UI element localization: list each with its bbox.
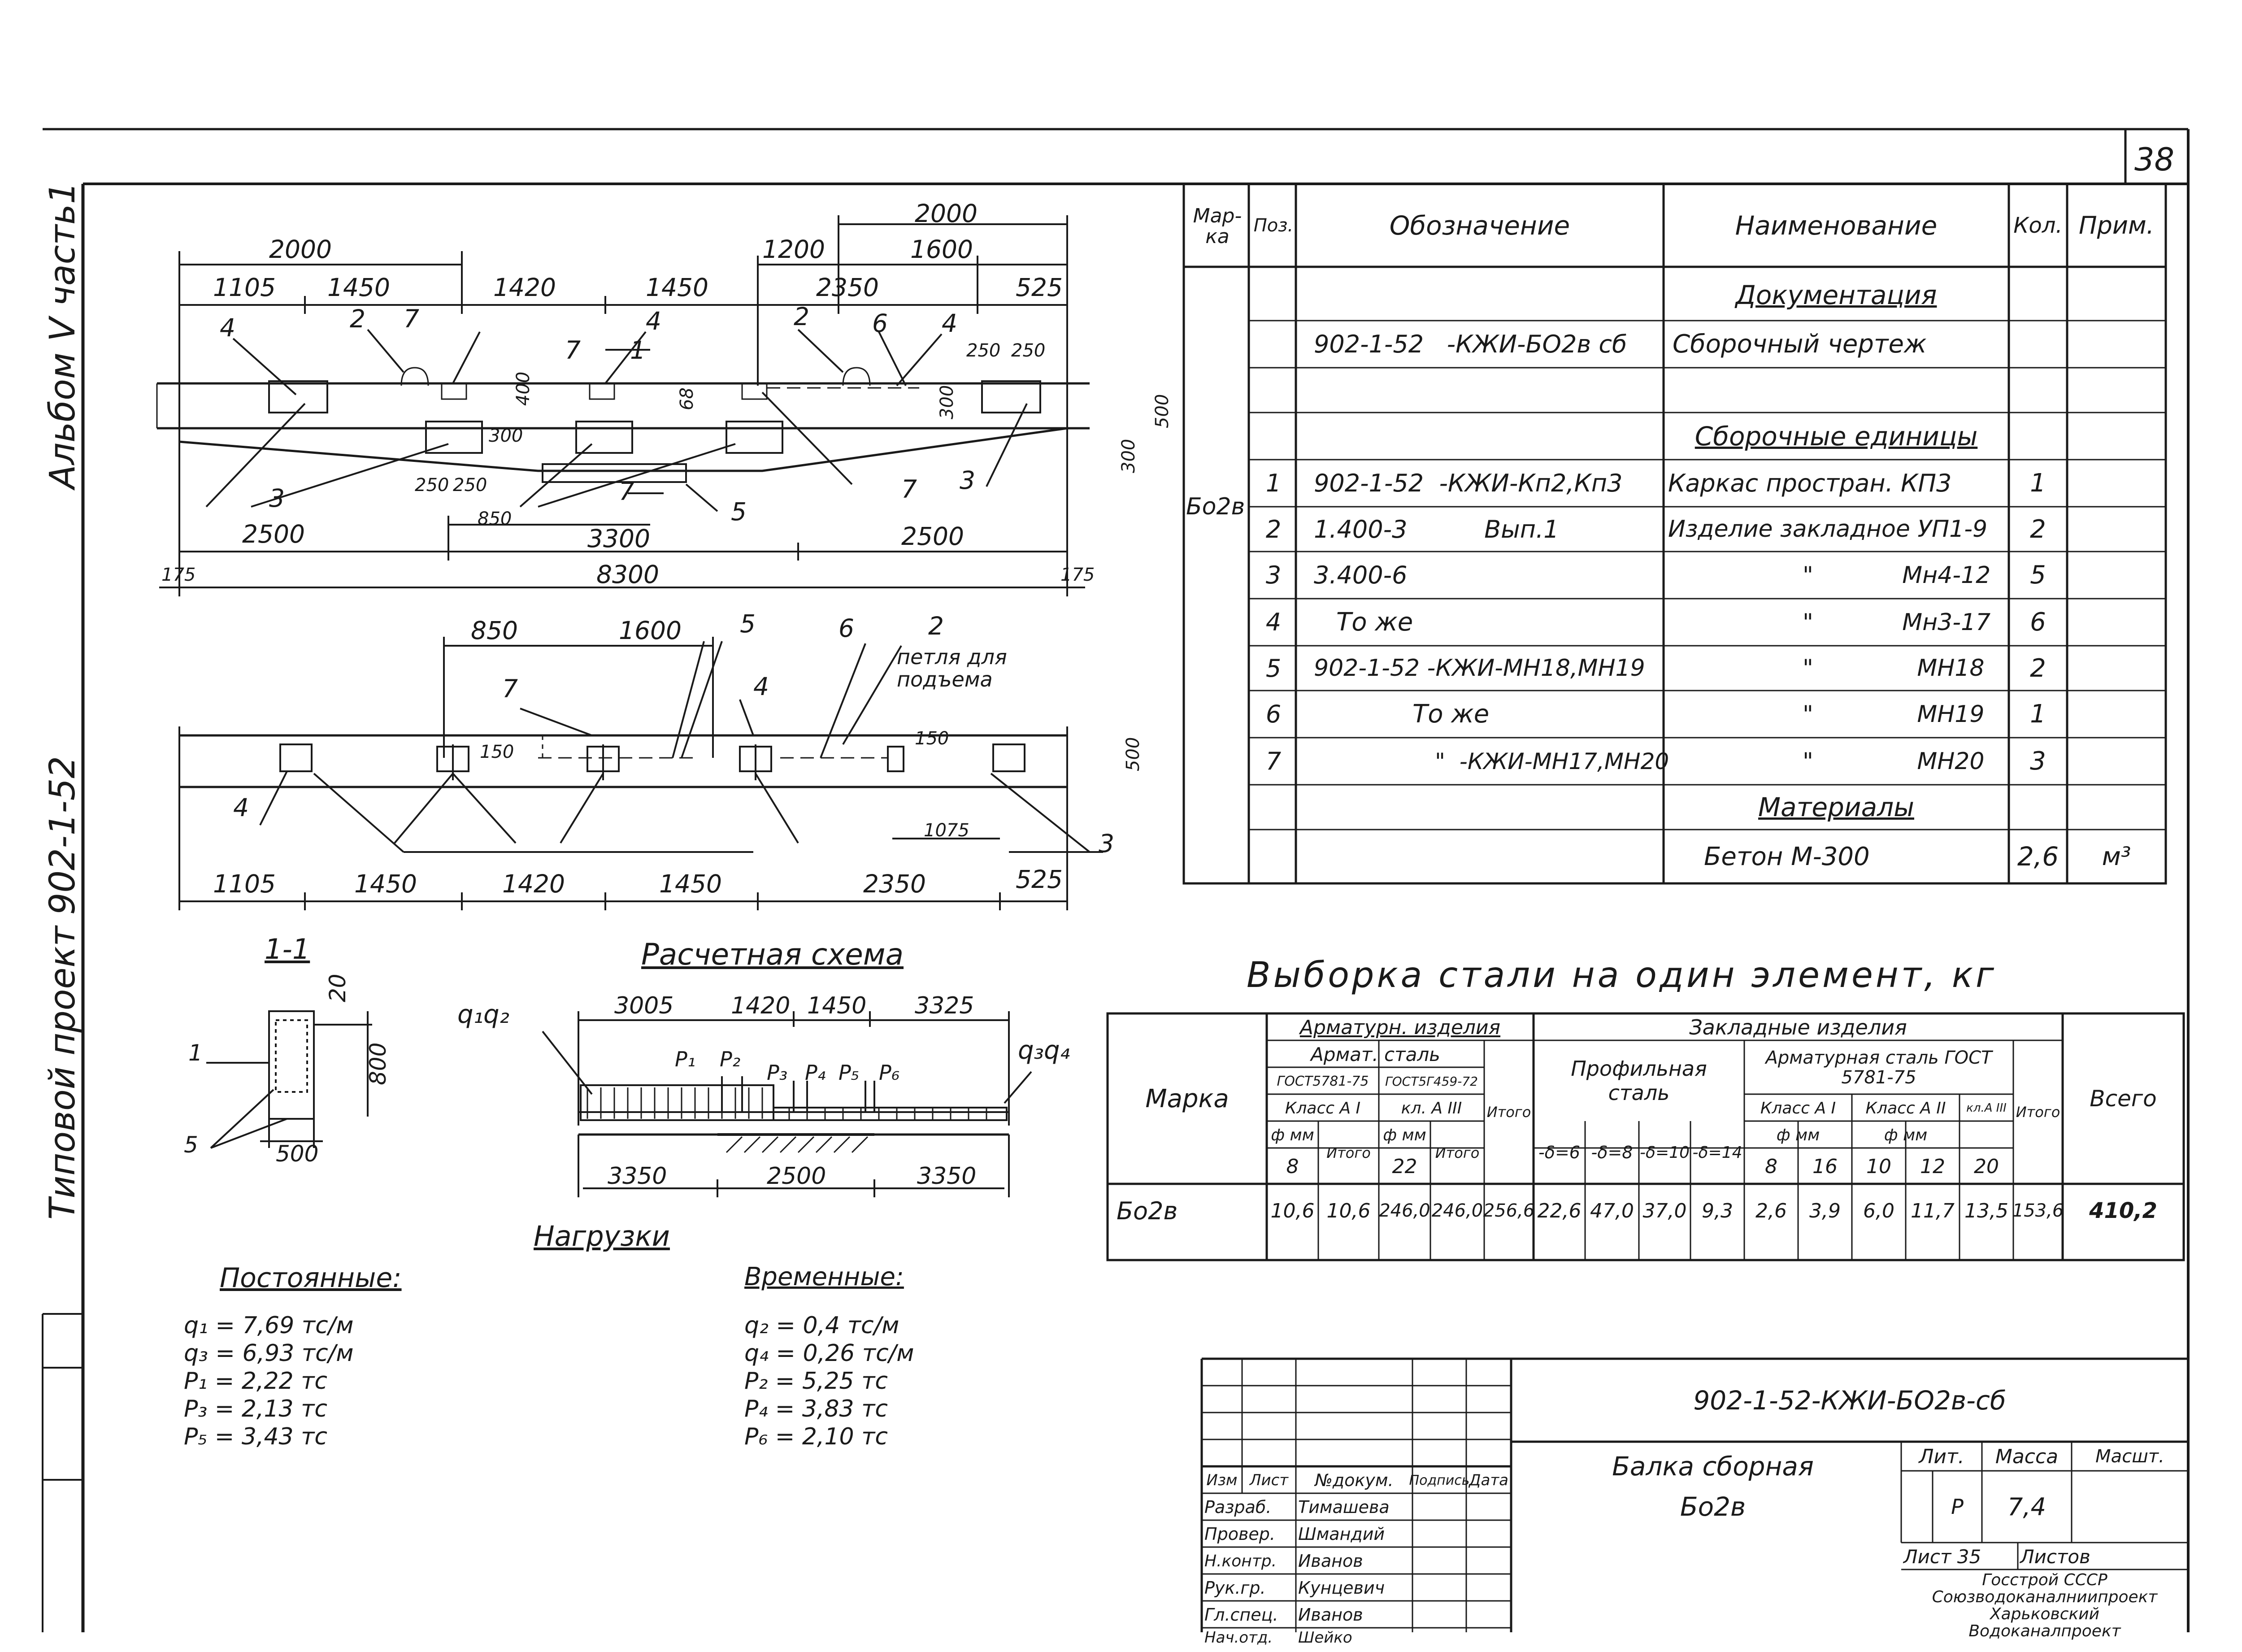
signer-role: Разраб. — [1204, 1497, 1272, 1517]
svg-text:175: 175 — [1060, 565, 1095, 585]
steel-diam: 12 — [1920, 1155, 1945, 1178]
svg-text:7: 7 — [565, 336, 581, 365]
svg-text:150: 150 — [915, 728, 949, 749]
signer-role: Гл.спец. — [1204, 1605, 1278, 1625]
svg-text:250: 250 — [1011, 340, 1046, 361]
svg-text:3350: 3350 — [917, 1163, 977, 1190]
steel-value: 246,0 — [1431, 1200, 1483, 1221]
steel-diam: -δ=14 — [1692, 1143, 1742, 1162]
point-load-p6: P₆ — [879, 1061, 900, 1085]
svg-text:1450: 1450 — [327, 273, 390, 302]
steel-header-rebar: Арматурная сталь ГОСТ 5781-75 — [1765, 1048, 1992, 1088]
point-load-p5: P₅ — [839, 1061, 860, 1085]
svg-text:3325: 3325 — [915, 992, 974, 1019]
svg-text:2: 2 — [928, 612, 944, 640]
col-header-doc: №докум. — [1315, 1470, 1394, 1490]
sheets-label: Листов — [2020, 1545, 2090, 1568]
organization-block — [1901, 1572, 2188, 1640]
svg-text:2: 2 — [794, 302, 809, 331]
svg-text:2350: 2350 — [816, 273, 879, 302]
svg-text:175: 175 — [161, 565, 196, 585]
svg-text:1450: 1450 — [807, 992, 867, 1019]
svg-text:4: 4 — [753, 672, 769, 701]
spec-row-qty: 3 — [2030, 747, 2046, 776]
steel-value-total: 410,2 — [2089, 1198, 2157, 1223]
svg-text:2000: 2000 — [915, 199, 978, 228]
svg-text:1420: 1420 — [502, 869, 565, 898]
spec-row-name: " МН19 — [1803, 700, 1985, 728]
svg-text:500: 500 — [276, 1141, 319, 1167]
steel-value: 47,0 — [1590, 1199, 1634, 1222]
svg-text:1: 1 — [188, 1040, 203, 1066]
org-line: Водоканалпроект — [1968, 1622, 2121, 1640]
spec-row-designation: 1.400-3 Вып.1 — [1314, 515, 1559, 543]
svg-text:1105: 1105 — [213, 273, 276, 302]
steel-table-title: Выборка стали на один элемент, кг — [1247, 955, 1997, 996]
svg-text:1450: 1450 — [646, 273, 708, 302]
load-p3: P₃ = 2,13 тс — [184, 1396, 328, 1422]
svg-text:2000: 2000 — [269, 235, 332, 264]
sheet-number: 38 — [2134, 141, 2175, 178]
steel-value: 9,3 — [1702, 1199, 1733, 1222]
load-p5: P₅ = 3,43 тс — [184, 1423, 328, 1450]
org-line: Харьковский — [1990, 1605, 2100, 1623]
svg-text:2500: 2500 — [901, 522, 964, 551]
mass-value: 7,4 — [2007, 1492, 2046, 1521]
svg-text:6: 6 — [872, 309, 888, 338]
svg-text:7: 7 — [404, 304, 419, 333]
spec-row-pos: 3 — [1265, 561, 1282, 589]
load-p4: P₄ = 3,83 тс — [744, 1396, 888, 1422]
svg-text:8300: 8300 — [596, 560, 659, 589]
steel-value: 22,6 — [1537, 1199, 1582, 1222]
svg-text:5: 5 — [184, 1132, 198, 1158]
svg-text:5: 5 — [731, 497, 747, 526]
lifting-loop-note: петля для подъема — [897, 645, 1007, 691]
spec-row-designation: То же — [1336, 608, 1413, 637]
steel-header-phi-2: ф мм — [1383, 1126, 1426, 1144]
svg-text:5: 5 — [740, 609, 756, 638]
svg-text:3: 3 — [1099, 829, 1114, 858]
svg-text:800: 800 — [365, 1042, 391, 1085]
steel-value: 3,9 — [1809, 1199, 1841, 1222]
point-load-p4: P₄ — [805, 1061, 826, 1085]
steel-header-class-aiii: кл.А III — [1966, 1101, 2007, 1115]
load-q1q2-label: q₁q₂ — [457, 1000, 509, 1029]
spec-row-designation: То же — [1412, 700, 1490, 729]
signer-name: Кунцевич — [1298, 1578, 1385, 1598]
load-q3q4-label: q₃q₄ — [1018, 1036, 1070, 1065]
spec-row-designation: 3.400-6 — [1314, 561, 1408, 589]
spec-row-pos: 2 — [1265, 515, 1282, 543]
steel-diam: 10 — [1866, 1155, 1891, 1178]
svg-text:68: 68 — [677, 387, 697, 410]
signer-name: Иванов — [1298, 1605, 1363, 1625]
org-line: Госстрой СССР — [1982, 1571, 2107, 1589]
org-line: Союзводоканалниипроект — [1932, 1588, 2158, 1606]
steel-diam: 22 — [1392, 1155, 1417, 1178]
steel-diam: 20 — [1974, 1155, 1999, 1178]
svg-text:1600: 1600 — [619, 616, 682, 645]
steel-diam: -δ=8 — [1591, 1143, 1633, 1162]
spec-row-qty: 1 — [2030, 469, 2046, 498]
svg-text:1600: 1600 — [910, 235, 973, 264]
spec-header-qty: Кол. — [2013, 213, 2063, 238]
svg-text:2350: 2350 — [863, 869, 926, 898]
svg-text:20: 20 — [325, 974, 351, 1002]
svg-text:1200: 1200 — [762, 235, 825, 264]
point-load-p2: P₂ — [720, 1047, 741, 1071]
spec-row-name: Изделие закладное УП1-9 — [1668, 516, 1988, 543]
load-q2: q₂ = 0,4 тс/м — [744, 1312, 899, 1339]
spec-row-designation: 902-1-52 -КЖИ-БО2в сб — [1314, 330, 1627, 358]
point-load-p1: P₁ — [675, 1047, 696, 1071]
svg-text:300: 300 — [489, 426, 523, 446]
steel-value: 6,0 — [1863, 1199, 1894, 1222]
steel-header-phi-4: ф мм — [1884, 1126, 1928, 1144]
svg-text:1450: 1450 — [659, 869, 722, 898]
spec-row-name: " Мн3-17 — [1803, 609, 1991, 636]
spec-row-name: Каркас простран. КП3 — [1668, 469, 1952, 497]
svg-text:150: 150 — [480, 742, 514, 762]
spec-row-qty: 1 — [2030, 700, 2046, 729]
spec-row-pos: 6 — [1265, 700, 1282, 728]
steel-header-class-aii: Класс А II — [1865, 1099, 1946, 1117]
svg-text:4: 4 — [220, 313, 235, 342]
spec-row-qty: 6 — [2030, 608, 2046, 637]
signer-role: Нач.отд. — [1204, 1629, 1273, 1647]
spec-row-pos: 4 — [1265, 608, 1282, 636]
spec-header-pos: Поз. — [1253, 215, 1294, 236]
steel-header-total-1: Итого — [1326, 1144, 1371, 1161]
col-header-list: Лист — [1249, 1471, 1289, 1489]
point-load-p3: P₃ — [767, 1061, 788, 1085]
col-header-izm: Изм — [1206, 1471, 1238, 1489]
svg-text:3: 3 — [960, 466, 975, 495]
steel-value: 153,6 — [2012, 1200, 2064, 1221]
load-q4: q₄ = 0,26 тс/м — [744, 1340, 914, 1367]
spec-row-pos: 5 — [1265, 654, 1282, 683]
spec-row-name: Сборочный чертеж — [1673, 330, 1927, 359]
steel-header-class-a3: кл. А III — [1401, 1099, 1462, 1117]
svg-text:400: 400 — [513, 371, 534, 406]
svg-text:1420: 1420 — [731, 992, 791, 1019]
steel-value: 2,6 — [1755, 1199, 1787, 1222]
svg-text:850: 850 — [471, 616, 518, 645]
steel-header-class-ai: Класс А I — [1760, 1099, 1836, 1117]
load-p6: P₆ = 2,10 тс — [744, 1423, 888, 1450]
steel-header-arm-steel: Армат. сталь — [1311, 1043, 1440, 1065]
steel-diam: 8 — [1286, 1155, 1299, 1178]
spec-header-designation: Обозначение — [1389, 210, 1570, 241]
steel-header-mark: Марка — [1145, 1084, 1229, 1113]
spec-row-name: Материалы — [1758, 792, 1914, 822]
col-header-date: Дата — [1469, 1471, 1509, 1489]
steel-value: 10,6 — [1326, 1199, 1371, 1222]
signer-name: Тимашева — [1298, 1497, 1390, 1517]
svg-text:300: 300 — [1118, 439, 1139, 473]
load-p1: P₁ = 2,22 тс — [184, 1368, 328, 1395]
svg-text:500: 500 — [1152, 394, 1173, 428]
spec-row-name: " МН20 — [1803, 748, 1985, 775]
steel-header-total-4: Итого — [2016, 1104, 2060, 1121]
doc-code: 902-1-52-КЖИ-БО2в-сб — [1693, 1385, 2006, 1416]
spec-row-name: " МН18 — [1803, 655, 1985, 682]
signer-name: Шейко — [1298, 1629, 1352, 1647]
sheet-label: Лист 35 — [1903, 1545, 1981, 1568]
steel-header-class-a1: Класс А I — [1285, 1099, 1361, 1117]
signer-role: Рук.гр. — [1204, 1578, 1266, 1598]
svg-text:300: 300 — [937, 385, 957, 419]
spec-row-pos: 1 — [1265, 469, 1282, 497]
steel-value: 11,7 — [1911, 1199, 1955, 1222]
svg-text:525: 525 — [1016, 273, 1063, 302]
signer-role: Провер. — [1204, 1524, 1275, 1544]
svg-text:525: 525 — [1016, 865, 1063, 894]
spec-row-qty: 5 — [2030, 561, 2046, 590]
spec-row-qty: 2,6 — [2017, 841, 2059, 872]
load-q3: q₃ = 6,93 тс/м — [184, 1340, 354, 1367]
svg-text:4: 4 — [646, 307, 661, 335]
spec-row-note: м³ — [2102, 842, 2131, 871]
svg-text:250: 250 — [966, 340, 1001, 361]
mass-label: Масса — [1995, 1445, 2059, 1468]
spec-header-note: Прим. — [2079, 211, 2154, 239]
spec-row-qty: 2 — [2030, 514, 2046, 544]
steel-header-phi-1: ф мм — [1271, 1126, 1314, 1144]
svg-text:3005: 3005 — [614, 992, 674, 1019]
load-q1: q₁ = 7,69 тс/м — [184, 1312, 354, 1339]
svg-text:1420: 1420 — [493, 273, 556, 302]
svg-text:7: 7 — [901, 475, 917, 504]
spec-header-name: Наименование — [1735, 210, 1938, 241]
steel-diam: -δ=10 — [1640, 1143, 1690, 1162]
loads-title: Нагрузки — [534, 1220, 670, 1252]
svg-text:3350: 3350 — [608, 1163, 667, 1190]
scale-label: Масшт. — [2095, 1446, 2164, 1467]
steel-diam: -δ=6 — [1538, 1143, 1580, 1162]
signer-role: Н.контр. — [1204, 1552, 1277, 1570]
svg-text:250: 250 — [415, 475, 449, 496]
svg-text:1105: 1105 — [213, 869, 276, 898]
steel-value: 13,5 — [1964, 1199, 2008, 1222]
steel-value: 10,6 — [1270, 1199, 1315, 1222]
svg-text:6: 6 — [839, 614, 854, 643]
col-header-sign: Подпись — [1409, 1472, 1470, 1488]
steel-header-gost1: ГОСТ5781-75 — [1277, 1073, 1369, 1089]
steel-diam: 8 — [1765, 1155, 1777, 1178]
svg-text:4: 4 — [233, 793, 249, 822]
svg-text:1075: 1075 — [924, 820, 969, 841]
svg-text:3: 3 — [269, 484, 285, 513]
steel-diam: 16 — [1812, 1155, 1838, 1178]
steel-header-embedded: Закладные изделия — [1689, 1015, 1907, 1039]
spec-row-designation: 902-1-52 -КЖИ-Кп2,Кп3 — [1314, 469, 1623, 497]
product-name: Балка сборная — [1612, 1451, 1814, 1482]
steel-row-mark: Бо2в — [1117, 1196, 1178, 1225]
spec-row-name: Документация — [1735, 279, 1937, 310]
steel-header-phi-3: ф мм — [1776, 1126, 1820, 1144]
steel-value: 246,0 — [1379, 1200, 1430, 1221]
steel-header-arm: Арматурн. изделия — [1299, 1016, 1501, 1039]
spec-row-pos: 7 — [1265, 747, 1282, 775]
spec-row-name: Сборочные единицы — [1695, 421, 1978, 452]
temporary-loads-title: Временные: — [744, 1262, 904, 1291]
spec-row-designation: 902-1-52 -КЖИ-МН18,МН19 — [1314, 655, 1645, 682]
svg-text:2: 2 — [350, 304, 365, 333]
load-p2: P₂ = 5,25 тс — [744, 1368, 888, 1395]
steel-header-grand: Всего — [2090, 1086, 2157, 1112]
album-label: Альбом V часть1 — [43, 182, 83, 489]
calc-scheme-title: Расчетная схема — [641, 937, 904, 972]
svg-text:2500: 2500 — [242, 520, 305, 548]
spec-row-qty: 2 — [2030, 653, 2046, 683]
lit-label: Лит. — [1919, 1445, 1964, 1468]
svg-text:1450: 1450 — [354, 869, 417, 898]
steel-value: 256,6 — [1483, 1200, 1535, 1221]
section-1-1-title: 1-1 — [265, 933, 310, 965]
svg-text:500: 500 — [1123, 737, 1143, 771]
spec-header-mark: Мар-ка — [1193, 204, 1242, 248]
spec-row-name: Бетон М-300 — [1704, 842, 1870, 871]
svg-text:1: 1 — [630, 336, 646, 365]
spec-row-name: " Мн4-12 — [1803, 561, 1991, 589]
steel-header-gost2: ГОСТ5Г459-72 — [1385, 1074, 1478, 1089]
svg-text:3300: 3300 — [587, 524, 650, 553]
signer-name: Шмандий — [1298, 1524, 1385, 1544]
svg-text:850: 850 — [478, 509, 512, 529]
spec-row-designation: " -КЖИ-МН17,МН20 — [1435, 748, 1669, 774]
steel-value: 37,0 — [1642, 1199, 1687, 1222]
steel-header-total-3: Итого — [1486, 1104, 1531, 1121]
product-mark: Бо2в — [1680, 1491, 1746, 1522]
svg-text:250: 250 — [453, 475, 487, 496]
project-label: Типовой проект 902-1-52 — [43, 756, 83, 1220]
svg-text:7: 7 — [502, 674, 518, 703]
steel-header-profile: Профильная сталь — [1571, 1056, 1707, 1105]
spec-mark: Бо2в — [1186, 493, 1245, 520]
lit-value: Р — [1951, 1495, 1964, 1519]
svg-text:4: 4 — [942, 309, 957, 338]
svg-text:2500: 2500 — [767, 1163, 826, 1190]
permanent-loads-title: Постоянные: — [220, 1262, 402, 1294]
svg-text:7: 7 — [619, 477, 634, 506]
signer-name: Иванов — [1298, 1551, 1363, 1571]
steel-header-total-2: Итого — [1435, 1144, 1480, 1161]
